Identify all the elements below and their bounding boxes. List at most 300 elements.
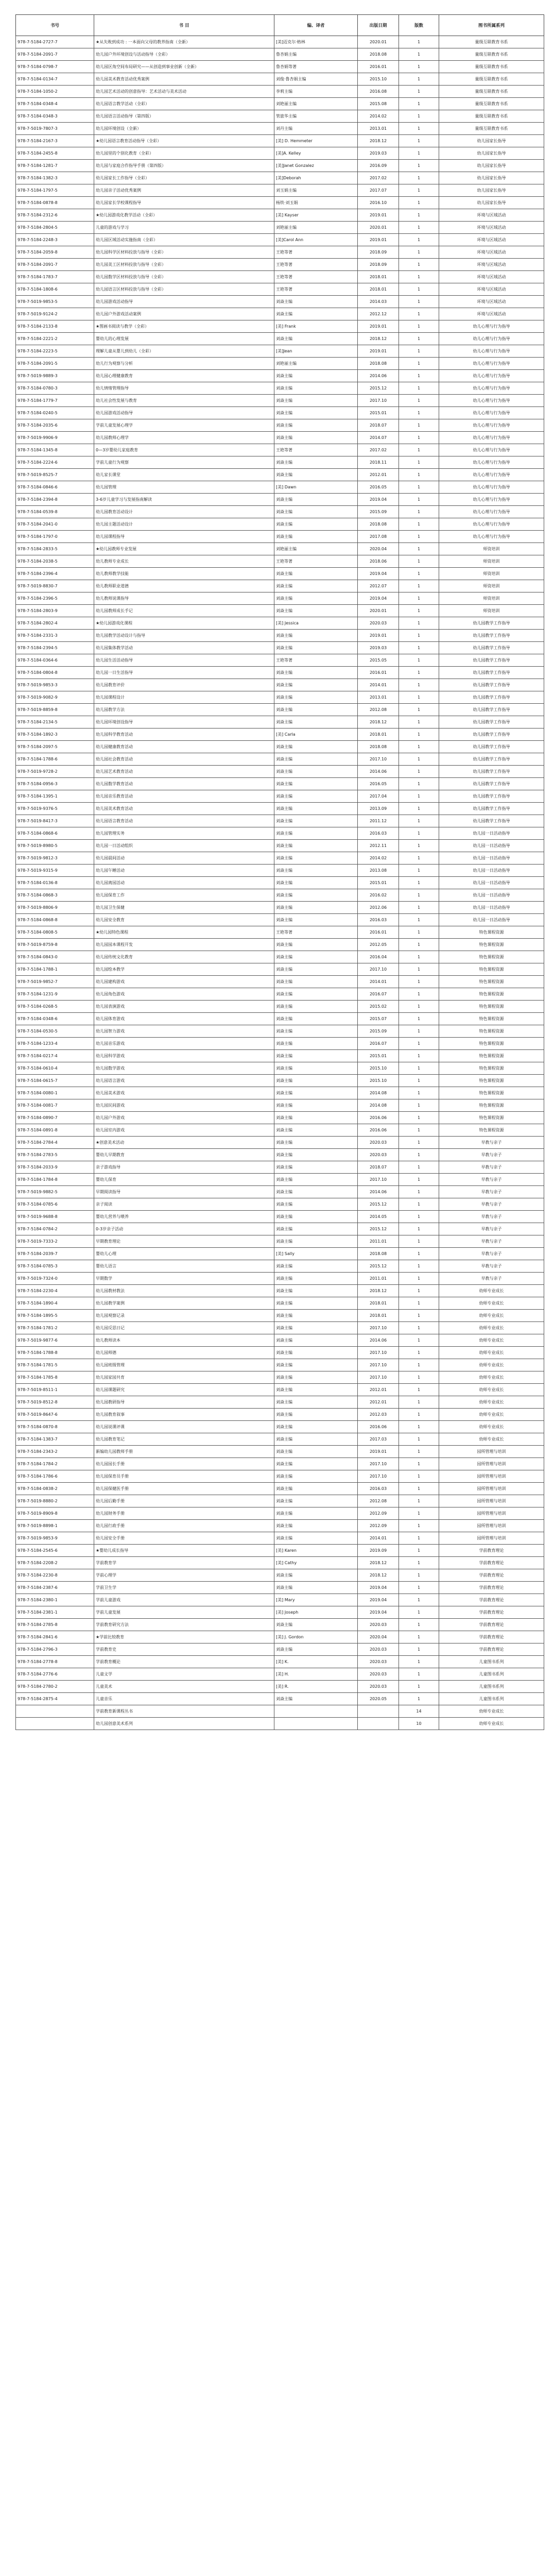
edition-cell: 1 (399, 704, 439, 716)
isbn-cell: 978-7-5184-2875-4 (16, 1693, 94, 1705)
series-cell: 幼儿园教学工作指导 (439, 741, 544, 753)
title-cell: 幼儿园园长手册 (94, 1458, 274, 1470)
date-cell: 2020.04 (358, 543, 399, 555)
edition-cell: 1 (399, 902, 439, 914)
title-cell: 幼儿园保育工作 (94, 889, 274, 902)
series-cell: 特色课程资源 (439, 1087, 544, 1099)
author-cell: 李莉主编 (274, 86, 358, 98)
table-row (16, 605, 544, 617)
series-cell: 早教与亲子 (439, 1273, 544, 1285)
author-cell: 管旅华主编 (274, 110, 358, 123)
date-cell: 2017.10 (358, 1347, 399, 1359)
author-cell: 刘焱主编 (274, 827, 358, 840)
table-row (16, 259, 544, 271)
table-row (16, 976, 544, 988)
author-cell: 刘焱主编 (274, 1137, 358, 1149)
table-row (16, 1446, 544, 1458)
series-cell: 环境与区域活动 (439, 234, 544, 246)
series-cell: 幼儿心理与行为指导 (439, 456, 544, 469)
title-cell: 幼儿园教材教法 (94, 1285, 274, 1297)
date-cell: 2019.03 (358, 147, 399, 160)
series-cell: 幼儿心理与行为指导 (439, 407, 544, 419)
date-cell: 2020.03 (358, 1681, 399, 1693)
title-cell: 幼儿园一日活动组织 (94, 840, 274, 852)
series-cell: 特色课程资源 (439, 1062, 544, 1075)
title-cell: 幼儿园安全手册 (94, 1532, 274, 1545)
isbn-cell: 978-7-5019-9082-9 (16, 691, 94, 704)
table-row (16, 555, 544, 568)
date-cell: 2014.06 (358, 1186, 399, 1198)
isbn-cell: 978-7-5184-2387-6 (16, 1582, 94, 1594)
isbn-cell: 978-7-5019-8980-5 (16, 840, 94, 852)
isbn-cell: 978-7-5184-2783-5 (16, 1149, 94, 1161)
date-cell: 2016.04 (358, 951, 399, 963)
author-cell: 刘焱主编 (274, 1025, 358, 1038)
title-cell: 儿童的游戏与学习 (94, 222, 274, 234)
date-cell: 2020.03 (358, 1643, 399, 1656)
series-cell: 早教与亲子 (439, 1186, 544, 1198)
edition-cell: 1 (399, 1458, 439, 1470)
title-cell: 幼儿园教师心理学 (94, 432, 274, 444)
date-cell: 2012.07 (358, 580, 399, 592)
title-cell: 幼儿园数学区材料投放与指导（全彩） (94, 271, 274, 283)
table-row (16, 1260, 544, 1273)
table-row (16, 407, 544, 419)
isbn-cell: 978-7-5184-1281-7 (16, 160, 94, 172)
isbn-cell: 978-7-5184-1345-8 (16, 444, 94, 456)
series-cell: 环境与区域活动 (439, 259, 544, 271)
table-row (16, 36, 544, 48)
title-cell: 亲子阅读 (94, 1198, 274, 1211)
date-cell: 2013.08 (358, 865, 399, 877)
date-cell: 2012.03 (358, 1409, 399, 1421)
date-cell: 2012.01 (358, 1384, 399, 1396)
series-cell: 学前教育理论 (439, 1545, 544, 1557)
title-cell: 幼儿园班级管理 (94, 1359, 274, 1371)
table-row (16, 691, 544, 704)
date-cell: 2014.02 (358, 110, 399, 123)
isbn-cell: 978-7-5184-2035-6 (16, 419, 94, 432)
title-cell: 幼儿园行政手册 (94, 1520, 274, 1532)
author-cell: 刘焱主编 (274, 753, 358, 766)
isbn-cell: 978-7-5184-2396-4 (16, 568, 94, 580)
series-cell: 幼儿心理与行为指导 (439, 320, 544, 333)
title-cell: ★幼儿园特色课程 (94, 926, 274, 939)
table-row (16, 1643, 544, 1656)
series-cell: 幼儿心理与行为指导 (439, 494, 544, 506)
date-cell: 2018.08 (358, 518, 399, 531)
date-cell: 2019.04 (358, 1582, 399, 1594)
edition-cell: 1 (399, 320, 439, 333)
isbn-cell: 978-7-5184-2091-5 (16, 358, 94, 370)
table-row (16, 1347, 544, 1359)
title-cell: 幼儿园区角空间布局研究——从创造到事业创新（全新） (94, 61, 274, 73)
isbn-cell: 978-7-5184-1797-0 (16, 531, 94, 543)
author-cell: 刘焱主编 (274, 456, 358, 469)
isbn-cell: 978-7-5184-0080-1 (16, 1087, 94, 1099)
edition-cell: 1 (399, 1149, 439, 1161)
date-cell: 2012.09 (358, 1520, 399, 1532)
isbn-cell: 978-7-5184-1892-3 (16, 728, 94, 741)
series-cell: 幼儿园教学工作指导 (439, 803, 544, 815)
series-cell: 幼儿园教学工作指导 (439, 630, 544, 642)
table-row (16, 1569, 544, 1582)
author-cell: 刘焱主编 (274, 1334, 358, 1347)
author-cell: 刘焱主编 (274, 1174, 358, 1186)
isbn-cell: 978-7-5184-0878-8 (16, 197, 94, 209)
date-cell: 2014.08 (358, 1099, 399, 1112)
series-cell: 园所管理与培训 (439, 1458, 544, 1470)
isbn-cell: 978-7-5184-1788-8 (16, 1347, 94, 1359)
edition-cell: 1 (399, 840, 439, 852)
edition-cell: 1 (399, 1334, 439, 1347)
date-cell: 2017.10 (358, 1470, 399, 1483)
date-cell: 2019.01 (358, 234, 399, 246)
series-cell: 幼师专业成长 (439, 1347, 544, 1359)
author-cell: [美] R. (274, 1681, 358, 1693)
isbn-cell (16, 1705, 94, 1718)
date-cell: 2016.06 (358, 1124, 399, 1137)
table-row (16, 1075, 544, 1087)
table-row (16, 1582, 544, 1594)
date-cell: 2020.01 (358, 605, 399, 617)
isbn-cell: 978-7-5184-0804-8 (16, 667, 94, 679)
date-cell: 2016.05 (358, 778, 399, 790)
title-cell: 新编幼儿园教师手册 (94, 1446, 274, 1458)
title-cell: 幼儿园家园共育 (94, 1371, 274, 1384)
edition-cell: 1 (399, 679, 439, 691)
table-row (16, 358, 544, 370)
table-row (16, 902, 544, 914)
title-cell: 幼儿教师职业道德 (94, 580, 274, 592)
table-row (16, 320, 544, 333)
isbn-cell: 978-7-5184-2778-8 (16, 1656, 94, 1668)
date-cell: 2017.10 (358, 1458, 399, 1470)
title-cell: 幼儿园教学方法 (94, 704, 274, 716)
edition-cell: 1 (399, 1681, 439, 1693)
title-cell: 学前卫生学 (94, 1582, 274, 1594)
series-cell: 幼儿园教学工作指导 (439, 667, 544, 679)
edition-cell: 1 (399, 518, 439, 531)
date-cell: 2019.04 (358, 494, 399, 506)
edition-cell: 1 (399, 1186, 439, 1198)
isbn-cell: 978-7-5184-1781-2 (16, 1322, 94, 1334)
table-row (16, 1273, 544, 1285)
isbn-cell: 978-7-5184-1788-1 (16, 963, 94, 976)
series-cell: 幼师专业成长 (439, 1359, 544, 1371)
series-cell: 园所管理与培训 (439, 1507, 544, 1520)
edition-cell: 1 (399, 592, 439, 605)
author-cell: 刘焱主编 (274, 1384, 358, 1396)
isbn-cell: 978-7-5184-1395-1 (16, 790, 94, 803)
series-cell: 幼儿园一日活动指导 (439, 840, 544, 852)
series-cell: 早教与亲子 (439, 1248, 544, 1260)
edition-cell: 1 (399, 222, 439, 234)
author-cell: 刘焱主编 (274, 382, 358, 395)
title-cell: 0—3岁婴幼儿家庭教育 (94, 444, 274, 456)
table-row (16, 160, 544, 172)
series-cell: 学前教育理论 (439, 1594, 544, 1606)
title-cell: ★幼儿园游戏化教学活动（全彩） (94, 209, 274, 222)
series-cell: 幼儿园一日活动指导 (439, 889, 544, 902)
table-row (16, 667, 544, 679)
edition-cell: 1 (399, 667, 439, 679)
isbn-cell: 978-7-5019-9889-3 (16, 370, 94, 382)
author-cell: 刘焱主编 (274, 333, 358, 345)
table-row (16, 704, 544, 716)
author-cell: 刘焱主编 (274, 1062, 358, 1075)
edition-cell: 1 (399, 1359, 439, 1371)
isbn-cell: 978-7-5184-0785-3 (16, 1260, 94, 1273)
series-cell: 园所管理与培训 (439, 1520, 544, 1532)
isbn-cell: 978-7-5184-1383-7 (16, 1433, 94, 1446)
date-cell: 2014.03 (358, 296, 399, 308)
author-cell: [美] K. (274, 1656, 358, 1668)
date-cell: 2017.02 (358, 172, 399, 184)
isbn-cell: 978-7-5184-2041-0 (16, 518, 94, 531)
edition-cell: 1 (399, 1137, 439, 1149)
date-cell: 2016.07 (358, 988, 399, 1001)
edition-cell: 1 (399, 1038, 439, 1050)
table-row (16, 1235, 544, 1248)
author-cell: 刘焱主编 (274, 889, 358, 902)
series-cell: 幼师专业成长 (439, 1409, 544, 1421)
edition-cell: 1 (399, 1446, 439, 1458)
table-row (16, 48, 544, 61)
author-cell: 刘焱主编 (274, 630, 358, 642)
edition-cell: 1 (399, 1619, 439, 1631)
date-cell: 2019.01 (358, 209, 399, 222)
series-cell: 特色课程资源 (439, 976, 544, 988)
edition-cell: 1 (399, 951, 439, 963)
title-cell: 幼儿园管理实务 (94, 827, 274, 840)
edition-cell: 1 (399, 1025, 439, 1038)
table-row (16, 840, 544, 852)
table-row (16, 753, 544, 766)
edition-cell: 1 (399, 1075, 439, 1087)
date-cell: 2014.01 (358, 679, 399, 691)
title-cell: 幼儿园语言活动指导（第四版） (94, 110, 274, 123)
title-cell: 幼儿园表演游戏 (94, 1001, 274, 1013)
date-cell: 2015.12 (358, 1223, 399, 1235)
table-row (16, 197, 544, 209)
series-cell: 幼儿心理与行为指导 (439, 469, 544, 481)
series-cell: 环境与区域活动 (439, 209, 544, 222)
edition-cell: 1 (399, 308, 439, 320)
edition-cell: 1 (399, 271, 439, 283)
date-cell: 2012.01 (358, 1396, 399, 1409)
isbn-cell: 978-7-5184-2224-6 (16, 456, 94, 469)
table-row (16, 654, 544, 667)
title-cell: 婴幼儿的心理发展 (94, 333, 274, 345)
series-cell: 幼儿园教学工作指导 (439, 753, 544, 766)
edition-cell: 1 (399, 1483, 439, 1495)
isbn-cell: 978-7-5184-0891-8 (16, 1124, 94, 1137)
series-cell: 特色课程资源 (439, 1075, 544, 1087)
edition-cell: 1 (399, 1322, 439, 1334)
table-row (16, 135, 544, 147)
isbn-cell: 978-7-5184-1783-7 (16, 271, 94, 283)
title-cell: 幼儿园教学活动设计与指导 (94, 630, 274, 642)
author-cell: 刘焱主编 (274, 1211, 358, 1223)
table-row (16, 728, 544, 741)
series-cell: 幼儿心理与行为指导 (439, 531, 544, 543)
series-cell: 幼师专业成长 (439, 1384, 544, 1396)
isbn-cell: 978-7-5019-8647-6 (16, 1409, 94, 1421)
author-cell: 刘焱主编 (274, 642, 358, 654)
table-row (16, 1557, 544, 1569)
edition-cell: 1 (399, 1631, 439, 1643)
date-cell: 2017.10 (358, 1371, 399, 1384)
series-cell: 早教与亲子 (439, 1260, 544, 1273)
isbn-cell: 978-7-5184-0240-5 (16, 407, 94, 419)
series-cell: 早教与亲子 (439, 1198, 544, 1211)
author-cell: 刘艳丽主编 (274, 222, 358, 234)
edition-cell: 1 (399, 1371, 439, 1384)
series-cell: 量级互联教育书系 (439, 48, 544, 61)
edition-cell: 1 (399, 432, 439, 444)
title-cell: 幼儿园说课评课 (94, 1421, 274, 1433)
title-cell: 幼儿社会性发展与教育 (94, 395, 274, 407)
series-cell: 特色课程资源 (439, 1001, 544, 1013)
date-cell: 2018.01 (358, 1297, 399, 1310)
author-cell: 刘焱主编 (274, 1582, 358, 1594)
title-cell: 幼儿园美术教育活动优秀案例 (94, 73, 274, 86)
table-row (16, 1211, 544, 1223)
series-cell: 学前教育理论 (439, 1631, 544, 1643)
isbn-cell: 978-7-5184-0798-7 (16, 61, 94, 73)
isbn-cell: 978-7-5184-0868-3 (16, 889, 94, 902)
table-row (16, 1285, 544, 1297)
date-cell: 2018.12 (358, 716, 399, 728)
table-row (16, 988, 544, 1001)
series-cell: 量级互联教育书系 (439, 36, 544, 48)
isbn-cell: 978-7-5184-0348-3 (16, 110, 94, 123)
author-cell: 刘焱主编 (274, 592, 358, 605)
isbn-cell: 978-7-5184-1779-7 (16, 395, 94, 407)
table-row (16, 86, 544, 98)
title-cell: 幼儿园游戏活动指导 (94, 296, 274, 308)
date-cell: 2015.08 (358, 98, 399, 110)
edition-cell: 1 (399, 555, 439, 568)
series-cell: 幼师专业成长 (439, 1718, 544, 1730)
table-row (16, 1310, 544, 1322)
edition-cell: 1 (399, 988, 439, 1001)
isbn-cell: 978-7-5184-2796-3 (16, 1643, 94, 1656)
table-row (16, 630, 544, 642)
author-cell: 刘焱主编 (274, 407, 358, 419)
isbn-cell: 978-7-5184-0868-8 (16, 914, 94, 926)
title-cell: 幼儿园科学教育活动 (94, 728, 274, 741)
table-row (16, 1458, 544, 1470)
date-cell: 2019.03 (358, 642, 399, 654)
date-cell: 2019.09 (358, 1545, 399, 1557)
title-cell: 儿童美术 (94, 1681, 274, 1693)
edition-cell: 1 (399, 1470, 439, 1483)
date-cell: 2015.05 (358, 654, 399, 667)
isbn-cell: 978-7-5184-2133-8 (16, 320, 94, 333)
isbn-cell: 978-7-5184-2223-5 (16, 345, 94, 358)
title-cell: 早期阅读指导 (94, 1186, 274, 1198)
series-cell: 儿童图书系列 (439, 1668, 544, 1681)
edition-cell: 1 (399, 1124, 439, 1137)
isbn-cell: 978-7-5184-1788-6 (16, 753, 94, 766)
author-cell: [美] Kayser (274, 209, 358, 222)
author-cell: [美] Karen (274, 1545, 358, 1557)
col-edition-header: 版数 (399, 15, 439, 36)
author-cell: 刘焱主编 (274, 1124, 358, 1137)
author-cell: [美] Mary (274, 1594, 358, 1606)
author-cell: [美]Janet Gonzalez (274, 160, 358, 172)
table-row (16, 271, 544, 283)
date-cell: 2018.06 (358, 555, 399, 568)
title-cell: ★幼儿园游戏化课程 (94, 617, 274, 630)
table-row (16, 1149, 544, 1161)
author-cell: 刘焱主编 (274, 766, 358, 778)
edition-cell: 1 (399, 197, 439, 209)
table-row (16, 1050, 544, 1062)
author-cell (274, 1705, 358, 1718)
author-cell: 刘焱主编 (274, 951, 358, 963)
date-cell: 2018.12 (358, 333, 399, 345)
series-cell: 幼儿心理与行为指导 (439, 444, 544, 456)
table-row (16, 803, 544, 815)
table-row (16, 506, 544, 518)
table-row (16, 877, 544, 889)
edition-cell: 1 (399, 86, 439, 98)
date-cell: 2020.05 (358, 1693, 399, 1705)
edition-cell: 1 (399, 1643, 439, 1656)
table-row (16, 1013, 544, 1025)
isbn-cell: 978-7-5019-9688-8 (16, 1211, 94, 1223)
series-cell: 幼儿园教学工作指导 (439, 704, 544, 716)
date-cell: 2015.12 (358, 1260, 399, 1273)
table-row (16, 456, 544, 469)
table-row (16, 110, 544, 123)
title-cell: 幼儿园教育评价 (94, 679, 274, 691)
isbn-cell: 978-7-5184-1784-8 (16, 1174, 94, 1186)
table-row (16, 1223, 544, 1235)
title-cell: 幼儿园保健医手册 (94, 1483, 274, 1495)
edition-cell: 14 (399, 1705, 439, 1718)
edition-cell: 1 (399, 1198, 439, 1211)
title-cell: 学前教育研究方法 (94, 1619, 274, 1631)
author-cell: 刘焱主编 (274, 1235, 358, 1248)
edition-cell: 1 (399, 456, 439, 469)
table-row (16, 1025, 544, 1038)
isbn-cell: 978-7-5184-1808-6 (16, 283, 94, 296)
series-cell: 师资培训 (439, 605, 544, 617)
table-row (16, 1198, 544, 1211)
isbn-cell: 978-7-5184-2038-5 (16, 555, 94, 568)
series-cell: 早教与亲子 (439, 1161, 544, 1174)
table-row (16, 963, 544, 976)
author-cell: 刘焱主编 (274, 296, 358, 308)
date-cell: 2016.03 (358, 914, 399, 926)
edition-cell: 1 (399, 815, 439, 827)
table-row (16, 1161, 544, 1174)
title-cell: 幼儿园离园活动 (94, 877, 274, 889)
title-cell: 幼儿园创意美术系列 (94, 1718, 274, 1730)
author-cell: 刘焱主编 (274, 1396, 358, 1409)
title-cell: 学前心理学 (94, 1569, 274, 1582)
series-cell: 特色课程资源 (439, 951, 544, 963)
date-cell: 2020.04 (358, 1631, 399, 1643)
date-cell: 2019.04 (358, 1594, 399, 1606)
author-cell: 王艳等著 (274, 283, 358, 296)
series-cell: 特色课程资源 (439, 988, 544, 1001)
title-cell: 学前教育学 (94, 1557, 274, 1569)
